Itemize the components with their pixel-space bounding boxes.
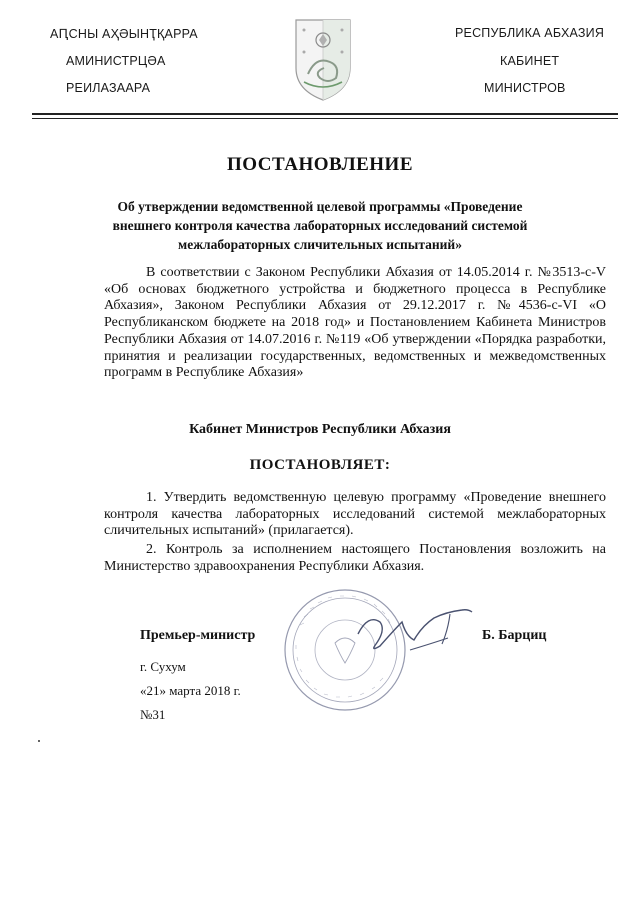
signatory-name: Б. Барциц: [482, 628, 547, 643]
issue-city: г. Сухум: [140, 659, 186, 674]
header-left-line-2: АМИНИСТРЦӘА: [66, 54, 166, 68]
preamble-paragraph: В соответствии с Законом Республики Абхазия от 14.05.2014 г. №3513-с-V «Об основах бюджетного устройства и бюджетного процесса в Республике Абхазия», Законом Республики Абхазия от 29.12.2017 г. №4536-с-VI «О Республиканском бюджете на 2018 год» и Постановлением Кабинета Министров Республики Абхазия от 14.07.2016 г. №119 «Об утверждении «Порядка разработки, принятия и реализации государственных, ведомственных и межведомственных программ в Республике Абхазия»: [104, 265, 606, 381]
coat-of-arms-emblem-icon: [290, 16, 356, 102]
document-subject: Об утверждении ведомственной целевой программы «Проведение внешнего контроля качества лабораторных исследований системой межлабораторных сличительных испытаний»: [112, 199, 528, 252]
scan-speck: [38, 740, 40, 742]
handwritten-signature: [350, 600, 480, 660]
header-left-line-3: РЕИЛАЗААРА: [66, 81, 151, 95]
resolution-item-1: 1. Утвердить ведомственную целевую программу «Проведение внешнего контроля качества лабораторных исследований системой межлабораторных сличительных испытаний» (прилагается).: [104, 490, 606, 539]
signatory-role: Премьер-министр: [140, 628, 256, 643]
issuer-heading: Кабинет Министров Республики Абхазия: [189, 422, 451, 437]
header-rule-thin: [32, 118, 618, 119]
header-right-line-2: КАБИНЕТ: [500, 54, 560, 68]
resolution-item-2: 2. Контроль за исполнением настоящего Постановления возложить на Министерство здравоохранения Республики Абхазия.: [104, 542, 606, 574]
document-number: №31: [140, 707, 166, 722]
resolves-heading: ПОСТАНОВЛЯЕТ:: [249, 457, 391, 473]
header-left-line-1: АԤСНЫ АҲӘЫНҬҚАРРА: [50, 27, 198, 41]
header-rule-thick: [32, 113, 618, 115]
header-right-line-1: РЕСПУБЛИКА АБХАЗИЯ: [455, 26, 605, 40]
document-title: ПОСТАНОВЛЕНИЕ: [226, 154, 414, 175]
issue-date: «21» марта 2018 г.: [140, 683, 241, 698]
header-right-line-3: МИНИСТРОВ: [484, 81, 566, 95]
